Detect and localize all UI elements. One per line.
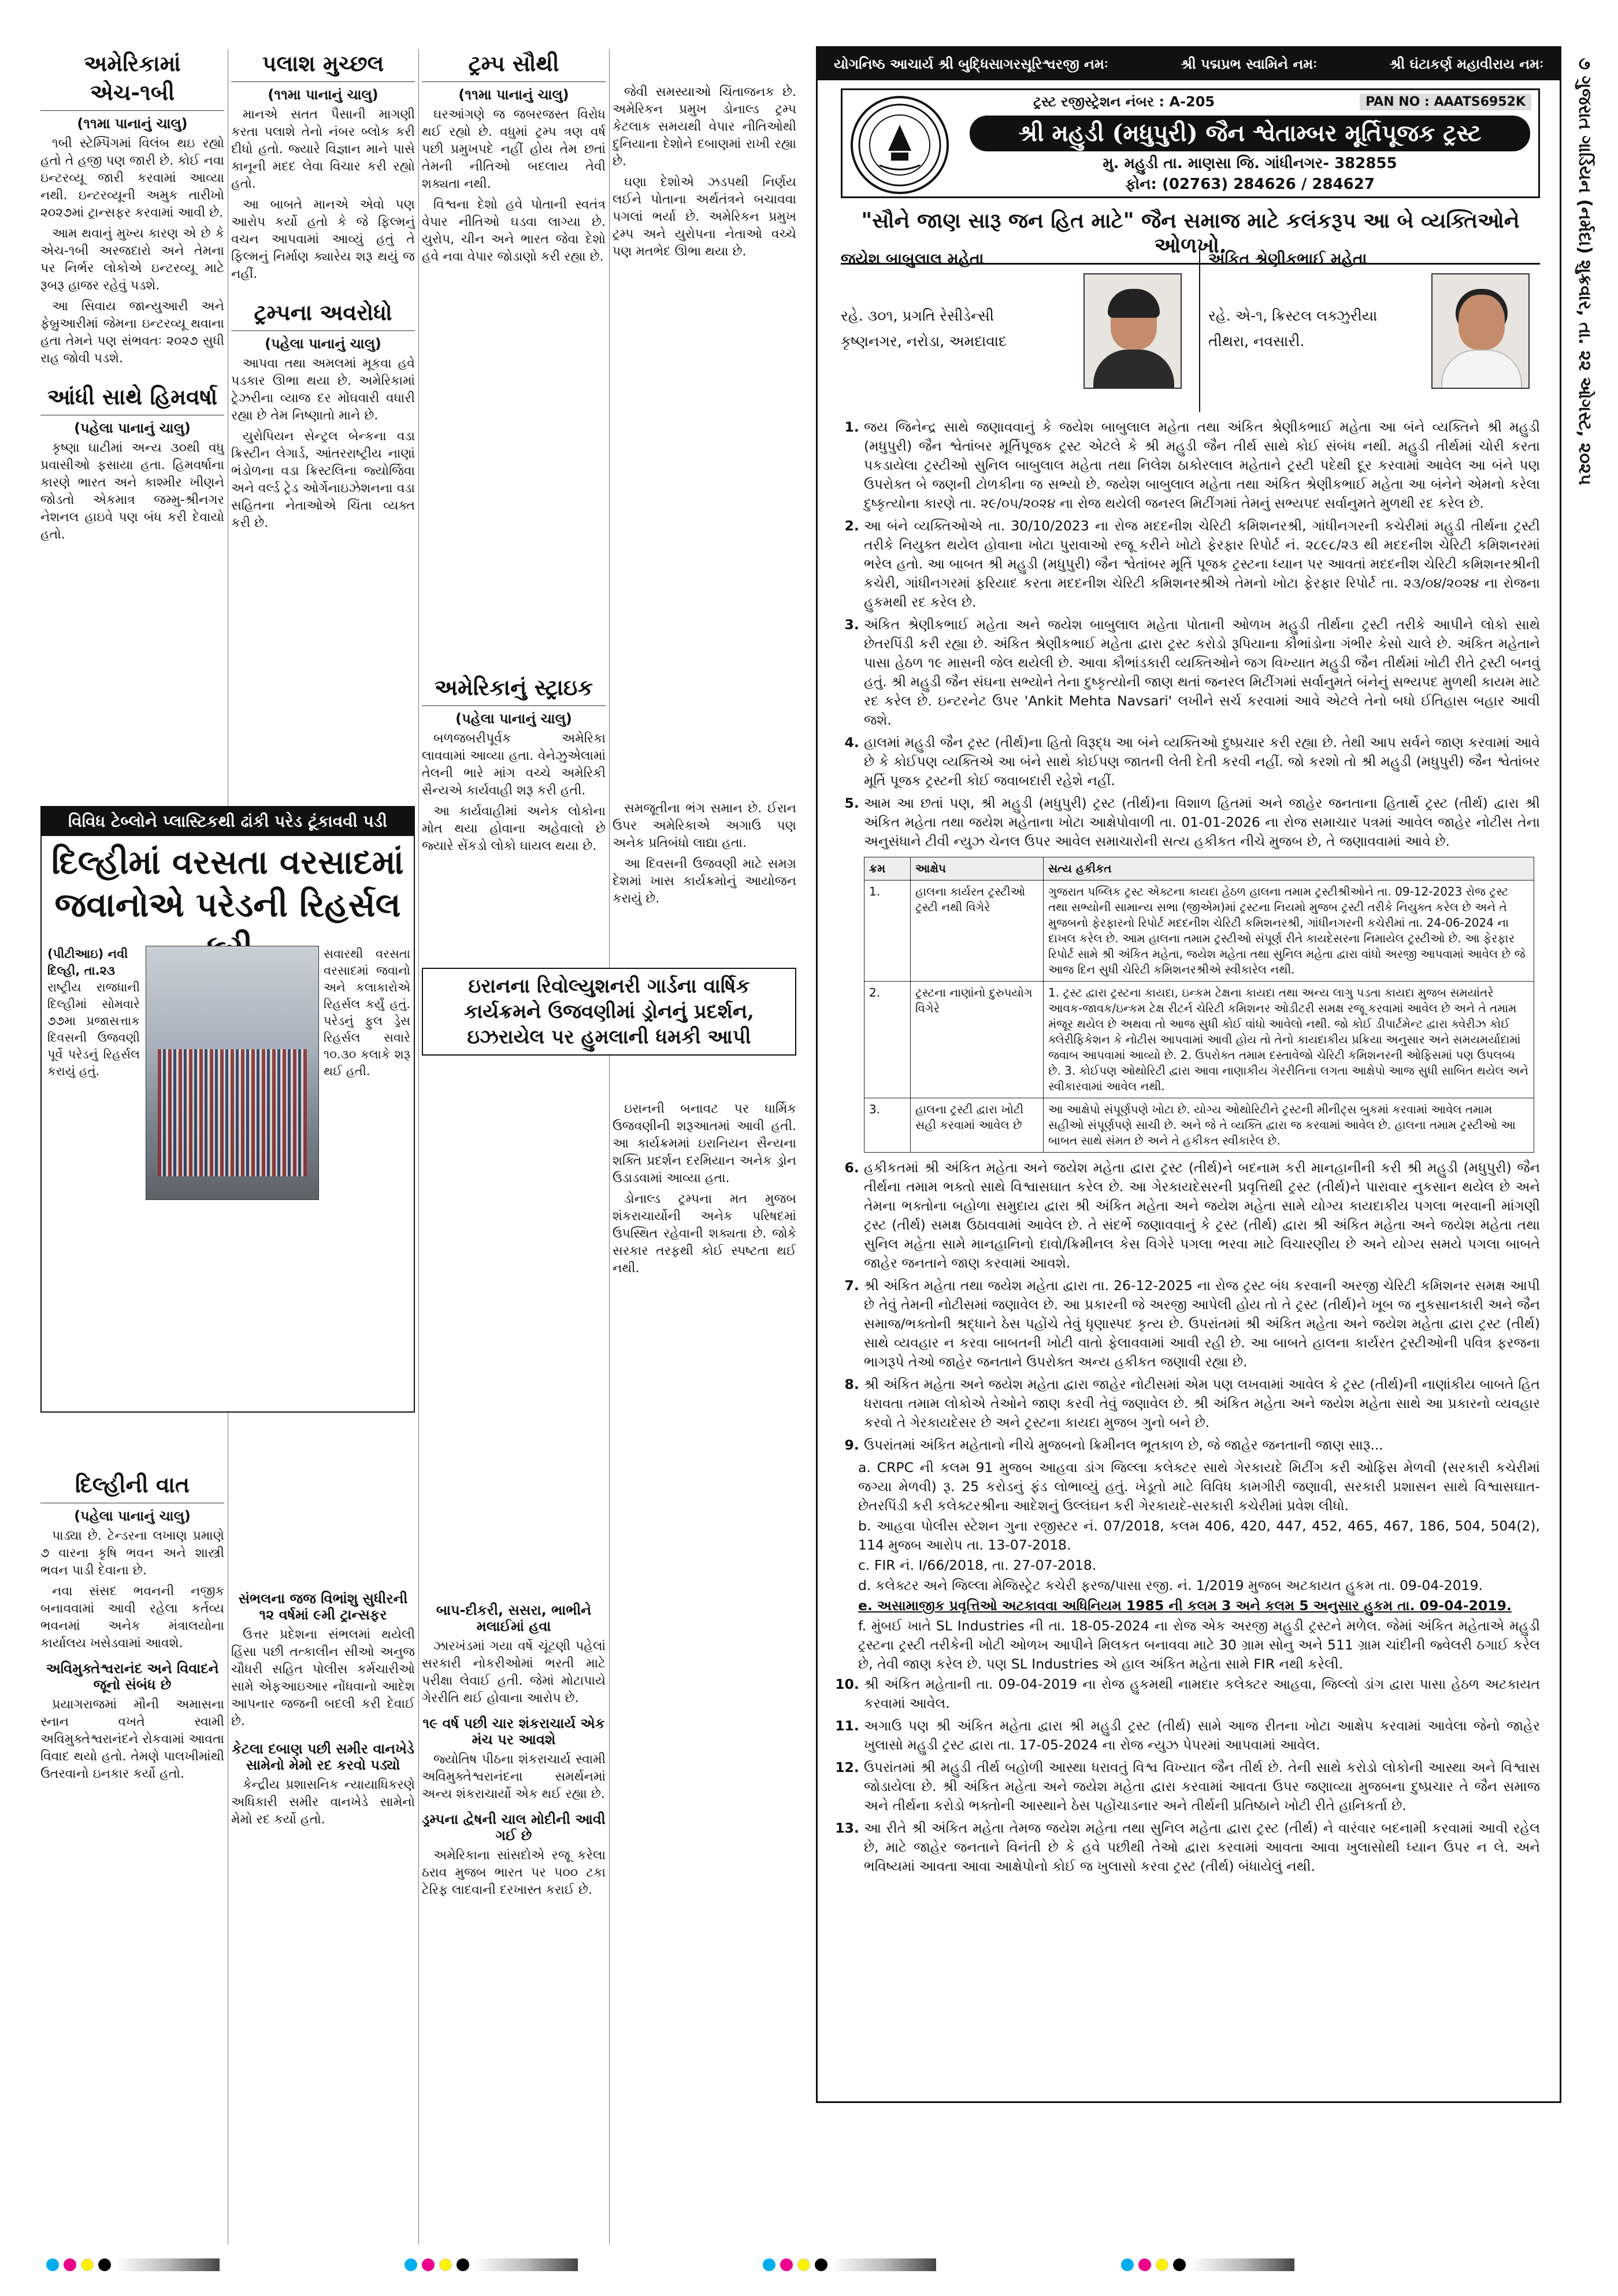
story-title: ટ્રમ્પના અવરોધો [231, 298, 415, 331]
feature-delhi-parade [40, 806, 415, 1413]
story-title: અમેરિકામાં એચ-૧બી [40, 49, 224, 111]
story-body [231, 355, 415, 532]
notice-top-bar [818, 48, 1560, 80]
paragraph: ડોનાલ્ડ ટ્રમ્પના મત મુજબ શંકરાચાર્યોની અનેક પરિષદમાં ઉપસ્થિત રહેવાની શક્યતા છે. જોકે સરકાર તરફથી કોઈ સ્પષ્ટતા થઈ નથી. [613, 1192, 796, 1276]
story-continued: (૧૧મા પાનાનું ચાલુ) [458, 87, 569, 103]
person-name: જયેશ બાબુલાલ મહેતા [841, 250, 984, 268]
feature-text-right: સવારથી વરસતા વરસાદમાં જવાનો અને કલાકારોએ રિહર્સલ કર્યું હતું. પરેડનું ફુલ ડ્રેસ રિહર્સલ સવારે ૧૦.૩૦ કલાકે શરૂ થઈ હતી. [324, 947, 410, 1078]
story-body [231, 1626, 415, 1730]
parade-photo [146, 946, 319, 1200]
feature-headline: દિલ્હીમાં વરસતા વરસાદમાં જવાનોએ પરેડની રિહર્સલ [51, 842, 404, 924]
record-item: e. અસામાજીક પ્રવૃત્તિઓ અટકાવવા અધિનિયમ 1985 ની કલમ 3 અને કલમ 5 અનુસાર હુકમ તા. 09-04-2019. [858, 1597, 1512, 1614]
notice-point: 1. જય જિનેન્દ્ર સાથે જણાવવાનું કે જયેશ બાબુલાલ મહેતા તથા અંકિત શ્રેણીકભાઈ મહેતા આ બંને વ્યક્તિને શ્રી મહુડી (મધુપુરી) જૈન શ્વેતાંબર મૂર્તિપૂજક ટ્રસ્ટ એટલે કે શ્રી મહુડી જૈન તીર્થ સાથે કોઈ સંબંધ નથી. મહુડી તીર્થમાં ચોરી કરતા પકડાયેલા ટ્રસ્ટીઓ સુનિલ બાબુલાલ મહેતા તથા નિલેશ ઠાકોરલાલ મહેતાને ટ્રસ્ટી પદેથી દૂર કરવામાં આવેલ આ બંને પણ ઉપરોક્ત બે જણની ટોળકીના જ સભ્યો છે. જયેશ બાબુલાલ મહેતા તથા અંકિત શ્રેણીકભાઈ મહેતા આ બંનેને એમનો કરેલા દુષ્કૃત્યોના કારણે તા. ૨૯/૦૫/૨૦૨૪ ના રોજ થયેલી જનરલ મિટીંગમાં તેમનું સભ્યપદ સર્વાનુમતે મુળથી રદ કરેલ છે. [864, 418, 1540, 513]
story-body [422, 106, 606, 266]
person-ankit [1199, 250, 1546, 412]
story-title: ટ્રમ્પ સૌથી [422, 49, 606, 82]
trust-public-notice [816, 46, 1561, 2103]
print-registration-marks [763, 2256, 936, 2273]
feature-text-left [47, 946, 140, 1080]
notice-point: 11. અગાઉ પણ શ્રી અંકિત મહેતા દ્વારા શ્રી મહુડી ટ્રસ્ટ (તીર્થ) સામે આજ રીતના ખોટા આક્ષેપ કરવામાં આવેલા જેનો જાહેર ખુલાસો મહુડી ટ્રસ્ટ દ્વારા તા. 17-05-2024 ના રોજ ન્યુઝ પેપરમાં આપવામાં આવેલ. [864, 1717, 1540, 1755]
person-address-line: રહે. એ-૧, ક્રિસ્ટલ લક્ઝુરીયા [1208, 307, 1378, 324]
paragraph: આ બાબતે માનએ એવો પણ આરોપ કર્યો હતો કે જે ફિલ્મનું વચન આપવામાં આવ્યું હતું તે ફિલ્મનું નિર્માણ ક્યારેય શરૂ થયું જ નહીં. [231, 198, 415, 281]
criminal-record-list [858, 1458, 1540, 1674]
table-cell: ગુજરાત પબ્લિક ટ્રસ્ટ એક્ટના કાયદા હેઠળ હાલના તમામ ટ્રસ્ટીશ્રીઓને તા. 09-12-2023 રોજ ટ્રસ્ટ તથા સભ્યોની સામાન્ય સભા (જીએમ)માં ટ્રસ્ટના નિયમો મુજબ ટ્રસ્ટી તરીકે નિયુક્ત કરેલ છે અને તે મુજબનો ફેરફારનો રિપોર્ટ મદદનીશ ચેરિટી કમિશનરશ્રી, ગાંધીનગરની કચેરીમાં તા. 24-06-2024 ના દાખલ કરેલ છે. આમ હાલના તમામ ટ્રસ્ટીઓ સંપૂર્ણ રીતે કાયદેસરના નિમાયેલ ટ્રસ્ટીઓ છે. આ ફેરફાર રિપોર્ટ સામે શ્રી અંકિત મહેતા, જયેશ મહેતા તથા સુનિલ મહેતા દ્વારા વાંધો અરજી આપવામાં આવેલ છે જે આજ દિન સુધી ચેરિટી કમિશનરશ્રીએ સ્વીકારેલ નથી. [1044, 880, 1534, 982]
yellow-dot [797, 2258, 810, 2271]
trust-registration: ટ્રસ્ટ રજીસ્ટ્રેશન નંબર : A-205 [1033, 94, 1215, 110]
paragraph: ઘરઆંગણે જ જબરજસ્ત વિરોધ થઈ રહ્યો છે. વધુમાં ટ્રમ્પ ત્રણ વર્ષ પછી પ્રમુખપદે નહીં હોય તેમ છતાં તેમની નીતિઓ બદલાય તેવી શક્યતા નથી. [422, 107, 606, 191]
paragraph: રાષ્ટ્રીય રાજધાની દિલ્હીમાં સોમવારે ૭૭મા પ્રજાસત્તાક દિવસની ઉજવણી પૂર્વે પરેડનું રિહર્સલ કરાયું હતું. [47, 980, 140, 1078]
table-header: ક્રમ [864, 857, 911, 880]
paragraph: પ્રયાગરાજમાં મૌની અમાસના સ્નાન વખતે સ્વામી અવિમુક્તેશ્વરાનંદને રોકવામાં આવતા વિવાદ થયો હતો. તેમણે પાલખીમાંથી ઉતરવાનો ઇનકાર કર્યો હતો. [40, 1697, 224, 1781]
notice-invocation-center: શ્રી પદ્મપ્રભ સ્વામિને નમઃ [1181, 56, 1318, 72]
yellow-dot [1156, 2258, 1168, 2271]
story-us-strike [422, 673, 606, 859]
paragraph: સમજૂતીના ભંગ સમાન છે. ઈરાન ઉપર અમેરિકાએ અગાઉ પણ અનેક પ્રતિબંધો લાદ્યા હતા. [613, 801, 796, 850]
news-columns [40, 49, 796, 2245]
story-body [231, 106, 415, 283]
gray-scale-strip [116, 2258, 220, 2271]
trust-address: મુ. મહુડી તા. માણસા જિ. ગાંધીનગર- 382855 [1103, 155, 1397, 172]
table-cell: 3. [864, 1098, 911, 1153]
yellow-dot [81, 2258, 94, 2271]
notice-point: 10. શ્રી અંકિત મહેતાની તા. 09-04-2019 ના રોજ હુકમથી નામદાર કલેક્ટર આહવા, જિલ્લો ડાંગ દ્વારા પાસા હેઠળ અટકાયત કરવામાં આવેલ. [864, 1675, 1540, 1713]
notice-point: 2. આ બંને વ્યક્તિઓએ તા. 30/10/2023 ના રોજ મદદનીશ ચેરિટી કમિશનરશ્રી, ગાંધીનગરની કચેરીમાં મહુડી તીર્થના ટ્રસ્ટી તરીકે નિયુક્ત થયેલ હોવાના ખોટા પુરાવાઓ રજૂ કરીને ખોટો ફેરફાર રિપોર્ટ નં. ૨૮૯૮/૨૩ થી મદદનીશ ચેરિટી કમિશનરમાં ભરેલ હતો. આ બાબત શ્રી મહુડી (મધુપુરી) જૈન શ્વેતાંબર મૂર્તિ પૂજક ટ્રસ્ટના ધ્યાન પર આવતાં મદદનીશ ચેરિટી કમિશનરશ્રીની કચેરી, ગાંધીનગરમાં ફરિયાદ કરતા મદદનીશ ચેરિટી કમિશનરશ્રીએ તેમનો ખોટા ફેરફાર રિપોર્ટ તા. ૨૩/૦૪/૨૦૨૪ ના રોજના હુકમથી રદ કરેલ છે. [864, 517, 1540, 612]
record-item: c. FIR નં. I/66/2018, તા. 27-07-2018. [858, 1557, 1097, 1573]
yellow-dot [439, 2258, 452, 2271]
trust-phone: ફોન: (02763) 284626 / 284627 [1125, 176, 1375, 193]
notice-point: 6. હકીકતમાં શ્રી અંકિત મહેતા અને જયેશ મહેતા દ્વારા ટ્રસ્ટ (તીર્થ)ને બદનામ કરી માનહાનીની કરી શ્રી મહુડી (મધુપુરી) જૈન તીર્થના તમામ ભક્તો સાથે વિશ્વાસઘાત કરેલ છે. આ ગેરકાયદેસરની પ્રવૃત્તિથી ટ્રસ્ટ (તીર્થ)ને પારાવાર નુકસાન થયેલ છે અને તેમના ભક્તોના બહોળા સમુદાય દ્વારા શ્રી અંકિત મહેતા અને જયેશ મહેતા સામે યોગ્ય કાયદાકીય પગલા ભરવાની માંગણી ટ્રસ્ટ (તીર્થ) સમક્ષ ઉઠાવવામાં આવેલ છે. તે સંદર્ભે જણાવવાનું કે ટ્રસ્ટ (તીર્થ) દ્વારા શ્રી અંકિત મહેતા અને જયેશ મહેતા તથા સુનિલ મહેતા સામે માનહાનિનો દાવો/ક્રિમીનલ કેસ વિગેરે પગલા ભરવા માટે વિચારણીય છે અને યોગ્ય સમયે પગલા બાબતે જાહેર જનતાને જાણ કરવામાં આવશે. [864, 1158, 1540, 1273]
feature-dateline: (પીટીઆઇ) નવી દિલ્હી, તા.૨૩ [47, 947, 128, 978]
paragraph: પાડ્યા છે. ટેન્ડરના લખાણ પ્રમાણે ૭ વારના કૃષિ ભવન અને શાસ્ત્રી ભવન પાડી દેવાના છે. [40, 1529, 224, 1578]
table-cell: આ આક્ષેપો સંપૂર્ણપણે ખોટા છે. યોગ્ય ઓથોરિટીને ટ્રસ્ટની મીનીટ્સ બુકમાં કરવામાં આવેલ તમામ સહીઓ સંપૂર્ણપણે સાચી છે. અને જે તે વ્યક્તિ દ્વારા જ કરવામાં આવેલ છે. હાલના તમામ ટ્રસ્ટીઓ આ બાબત સાથે સંમત છે અને તે હકીકત સ્વીકારેલ છે. [1044, 1098, 1534, 1153]
story-jharkhand [422, 1597, 606, 1903]
black-dot [815, 2258, 827, 2271]
person-address-line: કૃષ્ણનગર, નરોડા, અમદાવાદ [841, 333, 1007, 350]
story-body [613, 1101, 796, 1281]
trust-logo [851, 96, 949, 194]
paragraph: ઉત્તર પ્રદેશના સંભલમાં થયેલી હિંસા પછી તત્કાલીન સીઓ અનુજ ચૌધરી સહિત પોલીસ કર્મચારીઓ સામે એફઆઇઆર નોંધવાનો આદેશ આપનાર જજની બદલી કરી દેવાઈ છે. [231, 1628, 415, 1729]
person-name: અંકિત શ્રેણીકભાઈ મહેતા [1208, 250, 1367, 268]
record-item: f. મુંબઈ ખાતે SL Industries ની તા. 18-05-2024 ના રોજ એક અરજી મહુડી ટ્રસ્ટને મળેલ. જેમાં અંકિત મહેતાએ મહુડી ટ્રસ્ટના ટ્રસ્ટી તરીકેની ખોટી ઓળખ આપીને મિલકત બનાવવા માટે 30 ગ્રામ સોનુ અને 511 ગ્રામ ચાંદીની જ્વેલરી ઠગાઈ કરેલ છે, તેવી જાણ કરેલ છે. પણ SL Industries એ હાલ અંકિત મહેતા સામે FIR નથી કરેલી. [858, 1618, 1540, 1672]
notice-point-list [841, 418, 1540, 851]
paragraph: આ દિવસની ઉજવણી માટે સમગ્ર દેશમાં ખાસ કાર્યક્રમોનું આયોજન કરાયું છે. [613, 857, 796, 906]
trust-header [841, 88, 1540, 198]
paragraph: જેવી સમસ્યાઓ ચિંતાજનક છે. અમેરિકન પ્રમુખ ડોનાલ્ડ ટ્રમ્પ કેટલાક સમયથી વેપાર નીતિઓથી દુનિયાના દેશોને દબાણમાં રાખી રહ્યા છે. [613, 85, 796, 169]
story-snowfall [40, 382, 224, 544]
story-body [40, 1528, 224, 1652]
cyan-dot [46, 2258, 59, 2271]
story-title: અમેરિકાનું સ્ટ્રાઇક [422, 673, 606, 706]
notice-point: 13. આ રીતે શ્રી અંકિત મહેતા તેમજ જયેશ મહેતા તથા સુનિલ મહેતા દ્વારા ટ્રસ્ટ (તીર્થ) ને વારંવાર બદનામી કરવામાં આવી રહેલ છે, માટે જાહેર જનતાને વિનંતી છે કે હવે પછીથી તેઓ દ્વારા કરવામાં આવતા આવા ખુલાસોથી ધ્યાન ઉપર ન લે. અને ભવિષ્યમાં આવતા આવા આક્ષેપોનો કોઈ જ ખુલાસો કરવા ટ્રસ્ટ (તીર્થ) બંધાયેલું નથી. [864, 1819, 1540, 1876]
story-continued: (પહેલા પાનાનું ચાલુ) [455, 711, 572, 727]
notice-point: 7. શ્રી અંકિત મહેતા તથા જયેશ મહેતા દ્વારા તા. 26-12-2025 ના રોજ ટ્રસ્ટ બંધ કરવાની અરજી ચેરિટી કમિશનર સમક્ષ આપી છે તેવું તેમની નોટીસમાં જણાવેલ છે. આ પ્રકારની જે અરજી આપેલી હોય તો તે ટ્રસ્ટ (તીર્થ)ને ખૂબ જ નુકસાનકારી અને જૈન સમાજ/ભક્તોની શ્રદ્ધાને ઠેસ પહોંચે તેવું ધૃણાસ્પદ કૃત્ય છે. ઉપરાંતમાં શ્રી અંકિત મહેતા અને જયેશ મહેતા દ્વારા ટ્રસ્ટ (તીર્થ) સાથે વ્યવહાર ન કરવા બાબતની ખોટી વાતો ફેલાવવામાં આવી રહી છે. આ બાબતે હાલના કાર્યરત ટ્રસ્ટીઓની પવિત્ર ફરજના ભાગરૂપે તેઓ જાહેર જનતાને ઉપરોક્ત અન્ય હકીકત જણાવી રહ્યા છે. [864, 1276, 1540, 1372]
marching-contingent [158, 1049, 307, 1176]
paragraph: બળજબરીપૂર્વક અમેરિકા લાવવામાં આવ્યા હતા. વેનેઝુએલામાં તેલની ભારે માંગ વચ્ચે અમેરિકી સૈન્યએ કાર્યવાહી શરૂ કરી હતી. [422, 731, 606, 798]
subheading: ૧૯ વર્ષ પછી ચાર શંકરાચાર્ય એક મંચ પર આવશે [422, 1715, 605, 1748]
subheading: અવિમુક્તેશ્વરાનંદ અને વિવાદને જૂનો સંબંધ છે [46, 1660, 219, 1693]
story-body [422, 1638, 606, 1707]
magenta-dot [64, 2258, 76, 2271]
column-4 [613, 49, 796, 2245]
feature-kicker: વિવિધ ટેબ્લોને પ્લાસ્ટિકથી ઢાંકી પરેડ ટૂંકાવવી પડી [42, 807, 414, 836]
black-dot [457, 2258, 469, 2271]
table-cell: 1. ટ્રસ્ટ દ્વારા ટ્રસ્ટના કાયદા, ઇન્કમ ટેક્ષના કાયદા તથા અન્ય લાગુ પડતા કાયદા મુજબ સમયાંતરે આવક-જાવક/ઇન્કમ ટેક્ષ રીટર્ન ચેરિટી કમિશનર ઓડીટરી સમક્ષ રજૂ કરવામાં આવેલ છે અને તે તમામ મંજૂર થયેલ છે અથવા તો આજ સુધી કોઈ વાંધો આવેલો નથી. જો કોઈ ડીપાર્ટમેન્ટ દ્વારા ક્વેરીઝ કોઈ ક્લેરીફિકેશન કે નોટીસ આપવામાં આવી હોય તો તેનો કાયદાકીય પ્રક્રિયા અનુસાર અને સમયમર્યાદામાં જવાબ આપવામાં આવ્યો છે. 2. ઉપરોક્ત તમામ દસ્તાવેજો ચેરિટી કમિશનરની ઓફિસમાં પણ ઉપલબ્ધ છે. 3. કોઈપણ ઓથોરિટી દ્વારા આવા નાણાકીય ગેરરીતિના લગતા આક્ષેપો આજ સુધી સાબિત થયેલ અને સ્વીકારવામાં આવેલ નથી. [1044, 982, 1534, 1098]
story-body [422, 730, 606, 855]
table-cell: હાલના કાર્યરત ટ્રસ્ટીઓ ટ્રસ્ટી નથી વિગેરે [911, 880, 1044, 982]
gray-scale-strip [832, 2258, 936, 2271]
notice-point: 5. આમ આ છતાં પણ, શ્રી મહુડી (મધુપુરી) ટ્રસ્ટ (તીર્થ)ના વિશાળ હિતમાં અને જાહેર જનતાના હિતાર્થે ટ્રસ્ટ (તીર્થ) દ્વારા શ્રી અંકિત મહેતા તથા જયેશ મહેતાના ખોટા આક્ષેપોવાળી તા. 01-01-2026 ના રોજ સમાચાર પત્રમાં આવેલ જાહેર નોટીસ તેના અનુસંધાને ટીવી ન્યુઝ ચેનલ ઉપર આવેલ સમાચારોની સત્ય હકીકત નીચે મુજબ છે, તે જણાવવામાં આવે છે. [864, 794, 1540, 851]
story-body [40, 440, 224, 544]
story-body [40, 135, 224, 367]
table-row [864, 1098, 1534, 1153]
table-cell: 2. [864, 982, 911, 1098]
notice-invocation-left: યોગનિષ્ઠ આચાર્ય શ્રી બુદ્ધિસાગરસૂરિશ્વરજી નમઃ [834, 56, 1108, 72]
allegations-table-wrap [864, 857, 1534, 1153]
story-body [613, 84, 796, 261]
notice-point: 4. હાલમાં મહુડી જૈન ટ્રસ્ટ (તીર્થ)ના હિતો વિરૂદ્ધ આ બંને વ્યક્તિઓ દુષ્પ્રચાર કરી રહ્યા છે. તેથી આપ સર્વને જાણ કરવામાં આવે છે કે કોઈપણ વ્યક્તિએ આ બંને સાથે કોઈપણ જાતની લેતી દેતી કરવી નહીં. જો કરશો તો શ્રી મહુડી (મધુપુરી) જૈન શ્વેતાંબર મૂર્તિ પૂજક ટ્રસ્ટની કોઈ જવાબદારી રહેશે નહીં. [864, 733, 1540, 790]
notice-invocation-right: શ્રી ઘંટાકર્ણ મહાવીરાય નમઃ [1389, 56, 1543, 72]
notice-point: 3. અંકિત શ્રેણીકભાઈ મહેતા અને જયેશ બાબુલાલ મહેતા પોતાની ઓળખ મહુડી તીર્થના ટ્રસ્ટી તરીકે આપીને લોકો સાથે છેતરપિંડી કરી રહ્યા છે. અંકિત શ્રેણીકભાઈ મહેતા દ્વારા ટ્રસ્ટ કરોડો રૂપિયાના કૌભાંડોના ગંભીર કેસો ચાલે છે. અંકિત મહેતાને પાસા હેઠળ ૧૯ માસની જેલ થયેલી છે. આવા કૌભાંડકારી વ્યક્તિઓને જગ વિખ્યાત મહુડી જૈન તીર્થમાં ખોટી રીતે ટ્રસ્ટી બનવું હતું. શ્રી મહુડી જૈન સંઘના સભ્યોને તેના દુષ્કૃત્યોની જાણ થતાં જનરલ મિટીંગમાં સર્વાનુમતે બંનેનું સભ્યપદ મુળથી કાયમ માટે રદ કરેલ છે. ઇન્ટરનેટ ઉપર 'Ankit Mehta Navsari' લખીને સર્ચ કરવામાં આવે એટલે તેનો બધો ઈતિહાસ બહાર આવી જશે. [864, 615, 1540, 730]
story-sambhal-judge [231, 1586, 415, 1832]
column-rule [418, 49, 419, 2245]
column-rule [609, 49, 610, 2245]
paragraph: આપવા તથા અમલમાં મૂકવા હવે પડકાર ઊભા થયા છે. અમેરિકામાં ટ્રેઝરીના વ્યાજ દર મોંઘવારી વધારી રહ્યા છે તેમ નિષ્ણાતો માને છે. [231, 356, 415, 423]
table-header: સત્ય હકીકત [1044, 857, 1534, 880]
print-registration-marks [1121, 2256, 1294, 2273]
story-h1b [40, 49, 224, 367]
story-body [40, 1696, 224, 1783]
trust-pan: PAN NO : AAATS6952K [1360, 94, 1531, 110]
paragraph: આમ થવાનું મુખ્ય કારણ એ છે કે એચ-૧બી અરજદારો અને તેમના પર નિર્ભર લોકોએ ઇન્ટરવ્યૂ માટે રૂબરૂ હાજર રહેવું પડશે. [40, 226, 224, 293]
story-delhi-baat [40, 1470, 224, 1786]
paragraph: જ્યોતિષ પીઠના શંકરાચાર્ય સ્વામી અવિમુક્તેશ્વરાનંદના સમર્થનમાં અન્ય શંકરાચાર્યો એક થઈ રહ્યા છે. [422, 1752, 606, 1801]
subheading: ડ્રમ્પના દ્વેષની ચાલ મોદીની આવી ગઈ છે [422, 1811, 606, 1844]
notice-point: 12. ઉપરાંતમાં શ્રી મહુડી તીર્થ બહોળી આસ્થા ધરાવતું વિશ્વ વિખ્યાત જૈન તીર્થ છે. તેની સાથે કરોડો લોકોની આસ્થા અને વિશ્વાસ જોડાયેલા છે. શ્રી અંકિત મહેતા અને જયેશ મહેતા દ્વારા કરવામાં આવતા ઉપર જણાવ્યા મુજબના દુષ્પ્રચાર તે જૈન સમાજ અને તીર્થના કરોડો ભક્તોની આસ્થાને ઠેસ પહોંચાડનાર અને તીર્થની પ્રતિષ્ઠાને ખોટી રીતે હાનિકર્તા છે. [864, 1758, 1540, 1815]
story-title: દિલ્હીની વાત [40, 1470, 224, 1503]
story-title: પલાશ મુચ્છલ [231, 49, 415, 82]
magenta-dot [1138, 2258, 1151, 2271]
person-address-line: તીથરા, નવસારી. [1208, 333, 1305, 350]
notice-point-list-2 [841, 1158, 1540, 1455]
notice-point: 9. ઉપરાંતમાં અંકિત મહેતાનો નીચે મુજબનો ક્રિમીનલ ભૂતકાળ છે, જે જાહેર જનતાની જાણ સારૂ... [864, 1436, 1540, 1455]
person-address-line: રહે. ૩૦૧, પ્રગતિ રેસીડેન્સી [841, 307, 994, 324]
subheading: કેટલા દબાણ પછી સમીર વાનખેડે સામેનો મેમો રદ કરવો પડ્યો [231, 1741, 415, 1773]
person-photo [1083, 273, 1182, 389]
paragraph: ઘણા દેશોએ ઝડપથી નિર્ણય લઈને પોતાના અર્થતંત્રને બચાવવા પગલાં ભર્યા છે. અમેરિકન પ્રમુખ ટ્રમ્પ અને યુરોપના નેતાઓ વચ્ચે પણ મતભેદ ઊભા થયા છે. [613, 175, 796, 259]
allegations-table [864, 857, 1534, 1153]
paragraph: ઝારખંડમાં ગયા વર્ષે ચૂંટણી પહેલાં સરકારી નોકરીઓમાં ભરતી માટે પરીક્ષા લેવાઈ હતી. જેમાં મોટાપાયે ગેરરીતિ થઈ હોવાના આરોપ છે. [422, 1639, 606, 1706]
paragraph: ૧બી સ્ટેમ્પિંગમાં વિલંબ થઇ રહ્યો હતો તે હજી પણ જારી છે. કોઈ નવા ઇન્ટરવ્યૂ જારી કરવામાં આવ્યા નથી. ઇન્ટરવ્યૂની અમુક તારીખો ૨૦૨૭માં ટ્રાન્સફર કરવામાં આવી છે. [40, 136, 224, 220]
story-body [231, 1777, 415, 1829]
paragraph: આ સિવાય જાન્યુઆરી અને ફેબ્રુઆરીમાં જેમના ઇન્ટરવ્યૂ થવાના હતા તેમને પણ સંભવતઃ ૨૦૨૭ સુધી રાહ જોવી પડશે. [40, 299, 224, 366]
print-registration-marks [404, 2256, 578, 2273]
paragraph: માનએ સતત પૈસાની માગણી કરતા પલાશે તેનો નંબર બ્લોક કરી દીધો હતો. જ્યારે વિજ્ઞાન માને પાસે કાનૂની મદદ લેવા વિચાર કરી રહ્યો હતો. [231, 107, 415, 191]
paragraph: નવા સંસદ ભવનની નજીક બનાવવામાં આવી રહેલા કર્તવ્ય ભવનમાં અનેક મંત્રાલયોના કાર્યાલય ખસેડવામાં આવશે. [40, 1584, 224, 1651]
gray-scale-strip [1190, 2258, 1294, 2271]
paragraph: વિશ્વના દેશો હવે પોતાની સ્વતંત્ર વેપાર નીતિઓ ઘડવા લાગ્યા છે. યુરોપ, ચીન અને ભારત જેવા દેશો હવે નવા વેપાર જોડાણો કરી રહ્યા છે. [422, 198, 606, 264]
story-title: આંધી સાથે હિમવર્ષા [40, 382, 224, 415]
paragraph: કેન્દ્રીય પ્રશાસનિક ન્યાયાધિકરણે અધિકારી સમીર વાનખેડે સામેનો મેમો રદ કર્યો હતો. [231, 1778, 415, 1827]
record-item: d. કલેક્ટર અને જિલ્લા મેજિસ્ટ્રેટ કચેરી ફરજ/પાસા રજી. નં. 1/2019 મુજબ અટકાયત હુકમ તા. 09-04-2019. [858, 1577, 1483, 1593]
table-row [864, 880, 1534, 982]
story-palash [231, 49, 415, 283]
page-masthead [1566, 46, 1601, 2103]
notice-headline: "સૌને જાણ સારૂ જન હિત માટે" જૈન સમાજ માટે કલંકરૂપ આ બે વ્યક્તિઓને ઓળખો. [841, 209, 1540, 265]
magenta-dot [422, 2258, 435, 2271]
story-continued: (પહેલા પાનાનું ચાલુ) [74, 420, 191, 436]
story-trump-most [422, 49, 606, 266]
subheading: બાપ-દીકરી, સસરા, ભાભીને મલાઈમાં હવા [436, 1602, 592, 1634]
gray-scale-strip [474, 2258, 578, 2271]
trust-emblem-icon [856, 102, 943, 188]
magenta-dot [780, 2258, 793, 2271]
story-continued: (પહેલા પાનાનું ચાલુ) [265, 336, 381, 352]
record-item: a. CRPC ની કલમ 91 મુજબ આહવા ડાંગ જિલ્લા કલેક્ટર સાથે ગેરકાયદે મિટીંગ કરી ઓફિસ મેળવી (સરકારી કચેરીમાં જગ્યા મેળવી) રૂ. 25 કરોડનું ફંડ લોભાવ્યું હતું. ખેડૂતો માટે વિવિધ કામગીરી જણાવી, સરકારી પ્રશાસન સાથે વિશ્વાસઘાત-છેતરપિંડી કરી કલેક્ટરશ્રીના આદેશનું ઉલ્લંઘન કરી ગેરકાયદે-સરકારી કચેરીમાં પ્રવેશ લીધો. [858, 1459, 1540, 1514]
column-3 [422, 49, 606, 2245]
subheading: સંભલના જજ વિભાંશુ સુધીરની ૧૨ વર્ષમાં ૯મી ટ્રાન્સફર [238, 1591, 408, 1623]
paragraph: અમેરિકાના સાંસદોએ રજૂ કરેલા ઠરાવ મુજબ ભારત પર ૫૦૦ ટકા ટેરિફ લાદવાની દરખાસ્ત કરાઈ છે. [422, 1848, 606, 1897]
story-body [422, 1751, 606, 1803]
iran-headline-box [422, 968, 796, 1056]
trust-name: શ્રી મહુડી (મધુપુરી) જૈન શ્વેતામ્બર મૂર્તિપૂજક ટ્રસ્ટ [970, 116, 1530, 151]
table-header: આક્ષેપ [911, 857, 1044, 880]
masthead-text: ૭ ગુજરાત ગાર્ડિયન (નર્મદા) શુક્રવાર, તા. ૨૨ ઓગસ્ટ, ૨૦૨૫ [1575, 58, 1595, 485]
story-trump-obstacles [231, 298, 415, 532]
notice-point: 8. શ્રી અંકિત મહેતા અને જયેશ મહેતા દ્વારા જાહેર નોટીસમાં એમ પણ લખવામાં આવેલ કે ટ્રસ્ટ (તીર્થ)ની નાણાંકીય બાબતે હિત ધરાવતા તમામ લોકોએ તેઓને જાણ કરવી તેવું જણાવેલ છે. શ્રી અંકિત મહેતા અને જયેશ મહેતા સાથે આ પ્રકારનો વ્યવહાર કરવો તે ગેરકાયદેસર છે અને ટ્રસ્ટના કાયદા મુજબ ગુનો બને છે. [864, 1375, 1540, 1432]
person-jayesh [841, 250, 1187, 412]
story-body [422, 1847, 606, 1899]
table-cell: ટ્રસ્ટના નાણાંનો દુરુપયોગ વિગેરે [911, 982, 1044, 1098]
cyan-dot [1121, 2258, 1134, 2271]
story-body [613, 800, 796, 911]
table-row [864, 982, 1534, 1098]
story-continued: (પહેલા પાનાનું ચાલુ) [74, 1508, 191, 1524]
cyan-dot [763, 2258, 775, 2271]
table-cell: હાલના ટ્રસ્ટી દ્વારા ખોટી સહી કરવામાં આવેલ છે [911, 1098, 1044, 1153]
record-item: b. આહવા પોલીસ સ્ટેશન ગુના રજીસ્ટર નં. 07/2018, કલમ 406, 420, 447, 452, 465, 467, 186, 504, 504(2), 114 મુજબ આરોપ તા. 13-07-2018. [858, 1518, 1540, 1553]
story-continued: (૧૧મા પાનાનું ચાલુ) [77, 116, 188, 132]
notice-point-list-3 [841, 1675, 1540, 1876]
black-dot [1173, 2258, 1186, 2271]
paragraph: યુરોપિયન સેન્ટ્રલ બેન્કના વડા ક્રિસ્ટીન લેગાર્ડ, આંતરરાષ્ટ્રીય નાણાં ભંડોળના વડા ક્રિસ્ટલિના જ્યોર્જિવા અને વર્લ્ડ ટ્રેડ ઓર્ગેનાઇઝેશનના વડા સહિતના નેતાઓએ ચિંતા વ્યક્ત કરી છે. [231, 429, 415, 530]
iran-headline: ઇરાનના રિવોલ્યુશનરી ગાર્ડના વાર્ષિક કાર્યક્રમને ઉજવણીમાં ડ્રોનનું પ્રદર્શન, ઇઝરાયેલ પર હુમલાની ધમકી આપી [463, 975, 755, 1049]
paragraph: આ કાર્યવાહીમાં અનેક લોકોના મોત થયા હોવાના અહેવાલો છે જ્યારે સેંકડો લોકો ઘાયલ થયા છે. [422, 804, 606, 853]
person-photo [1431, 273, 1530, 389]
story-continued: (૧૧મા પાનાનું ચાલુ) [268, 87, 378, 103]
paragraph: કૃષ્ણા ઘાટીમાં અન્ય ૩૦થી વધુ પ્રવાસીઓ ફસાયા હતા. હિમવર્ષાના કારણે ભારત અને કાશ્મીર ખીણને જોડતો એકમાત્ર જમ્મુ-શ્રીનગર નેશનલ હાઇવે પણ બંધ કરી દેવાયો હતો. [40, 441, 224, 542]
table-cell: 1. [864, 880, 911, 982]
notice-points [841, 418, 1540, 1879]
print-registration-marks [46, 2256, 220, 2273]
cyan-dot [404, 2258, 417, 2271]
paragraph: ઇરાનની બનાવટ પર ધાર્મિક ઉજવણીની શરૂઆતમાં આવી હતી. આ કાર્યક્રમમાં ઇરાનિયન સૈન્યના શક્તિ પ્રદર્શન દરમિયાન અનેક ડ્રોન ઉડાડવામાં આવ્યા હતા. [613, 1102, 796, 1186]
table-header-row [864, 857, 1534, 880]
black-dot [98, 2258, 111, 2271]
